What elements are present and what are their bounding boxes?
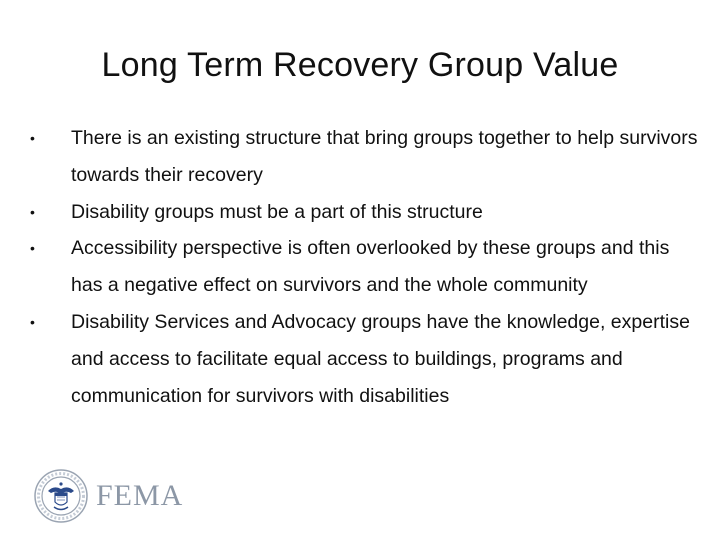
- bullet-dot: •: [30, 203, 35, 220]
- bullet-list: [30, 120, 700, 414]
- bullet-item: [30, 194, 700, 231]
- bullet-item: [30, 230, 700, 304]
- bullet-text: Disability Services and Advocacy groups have the knowledge, expertise and access to facilitate equal access to buildings, programs and communication for survivors with disabilities: [71, 310, 690, 407]
- bullet-dot: •: [30, 130, 35, 146]
- bullet-text: There is an existing structure that bring groups together to help survivors towards their recovery: [71, 127, 698, 186]
- dhs-seal-icon: [34, 469, 88, 523]
- bullet-dot: •: [30, 240, 35, 257]
- bullet-item: [30, 120, 700, 194]
- bullet-text: Disability groups must be a part of this structure: [71, 200, 483, 223]
- bullet-text: Accessibility perspective is often overlooked by these groups and this has a negative effect on survivors and the whole community: [71, 237, 670, 297]
- fema-logo: [34, 468, 183, 524]
- bullet-dot: •: [30, 313, 35, 330]
- fema-logo-text: FEMA: [96, 479, 184, 512]
- bullet-item: [30, 304, 700, 414]
- slide-title: Long Term Recovery Group Value: [101, 46, 619, 84]
